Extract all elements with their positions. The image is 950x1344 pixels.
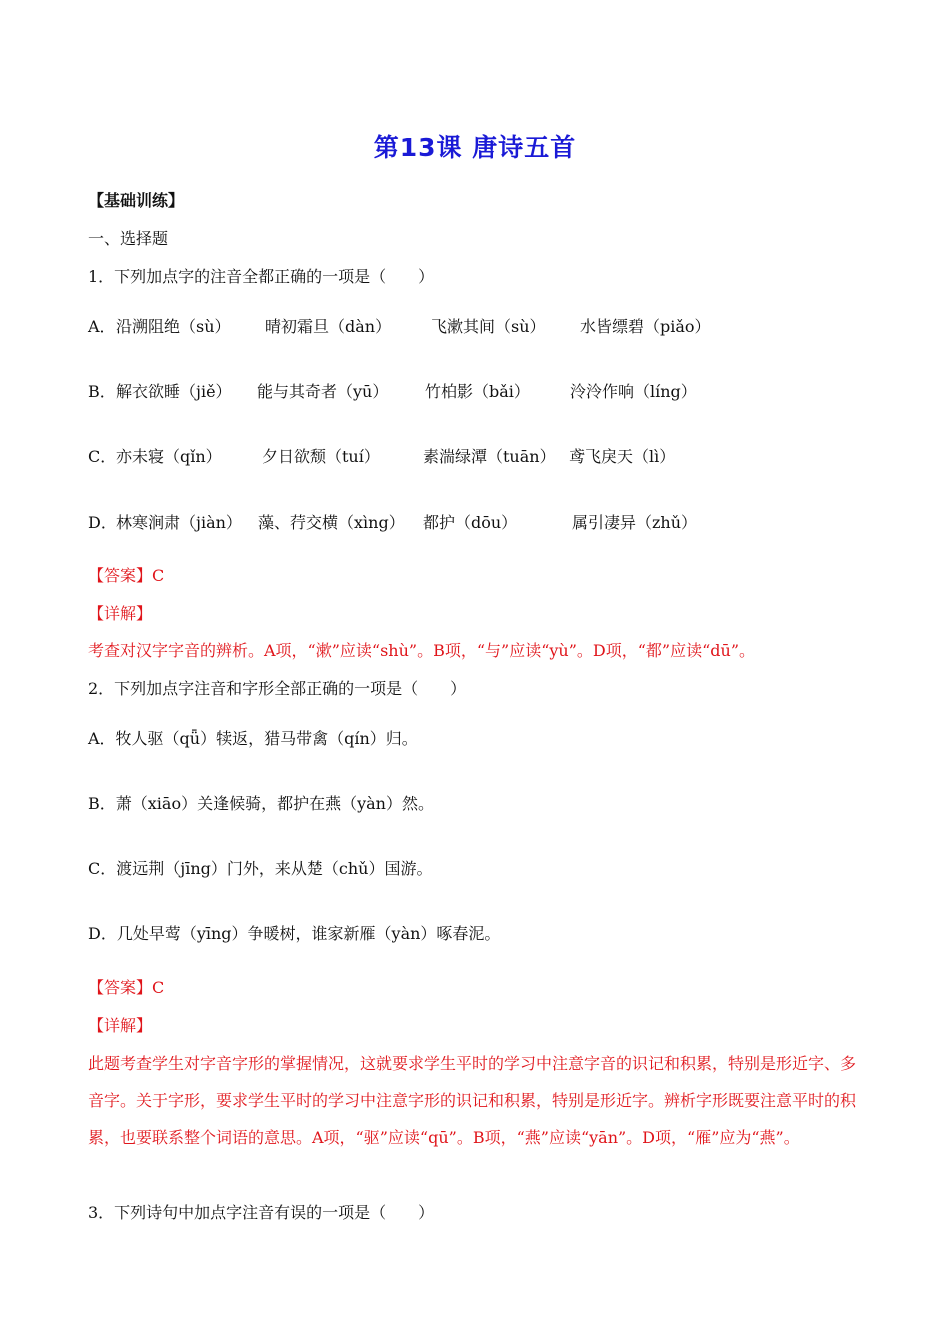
q1-detail-label: 【详解】 xyxy=(88,604,153,623)
q1-option-d-item: 属引凄异（zhǔ） xyxy=(572,513,698,532)
question-1-stem: 1．下列加点字的注音全都正确的一项是（ ） xyxy=(88,267,435,286)
q2-answer: 【答案】C xyxy=(88,978,165,997)
q1-option-c-item: 鸢飞戾天（lì） xyxy=(569,447,676,466)
q1-option-a-label: A． xyxy=(88,317,116,336)
q1-option-b-item: 解衣欲睡（jiě） xyxy=(116,382,232,401)
q1-option-c-item: 素湍绿潭（tuān） xyxy=(423,447,556,466)
q1-answer: 【答案】C xyxy=(88,566,165,585)
section-heading: 【基础训练】 xyxy=(88,191,185,210)
q1-option-a-item: 飞漱其间（sù） xyxy=(431,317,546,336)
q1-option-b-label: B． xyxy=(88,382,116,401)
question-2-stem: 2．下列加点字注音和字形全部正确的一项是（ ） xyxy=(88,679,467,698)
q1-option-d-label: D． xyxy=(88,513,117,532)
q1-option-b-item: 能与其奇者（yū） xyxy=(257,382,389,401)
q1-option-c-item: 夕日欲颓（tuí） xyxy=(262,447,380,466)
q2-option-c: C．渡远荆（jīng）门外，来从楚（chǔ）国游。 xyxy=(88,859,433,878)
q2-option-d: D．几处早莺（yīng）争暖树，谁家新雁（yàn）啄春泥。 xyxy=(88,924,501,943)
question-3-stem: 3．下列诗句中加点字注音有误的一项是（ ） xyxy=(88,1203,435,1222)
q1-option-d-item: 林寒涧肃（jiàn） xyxy=(116,513,242,532)
q1-option-a-item: 水皆缥碧（piǎo） xyxy=(580,317,711,336)
q1-option-a-item: 晴初霜旦（dàn） xyxy=(265,317,392,336)
q1-option-d-item: 藻、荇交横（xìng） xyxy=(258,513,405,532)
q1-option-c-item: 亦未寝（qǐn） xyxy=(116,447,222,466)
q2-detail-label: 【详解】 xyxy=(88,1016,153,1035)
q2-option-b: B．萧（xiāo）关逢候骑，都护在燕（yàn）然。 xyxy=(88,794,434,813)
q1-detail: 考查对汉字字音的辨析。A项，“漱”应读“shù”。B项，“与”应读“yù”。D项，“都”应读“dū”。 xyxy=(88,641,756,660)
q1-option-b-item: 竹柏影（bǎi） xyxy=(425,382,530,401)
q2-detail: 此题考查学生对字音字形的掌握情况，这就要求学生平时的学习中注意字音的识记和积累，特别是形近字、多音字。关于字形，要求学生平时的学习中注意字形的识记和积累，特别是形近字。辨析字形既要注意平时的积累，也要联系整个词语的意思。A项，“驱”应读“qū”。B项，“燕”应读“yān”。D项，“雁”应为“燕”。 xyxy=(88,1054,857,1147)
page-title: 第13课 唐诗五首 xyxy=(373,133,577,162)
q1-option-b-item: 泠泠作响（líng） xyxy=(570,382,697,401)
q1-option-a-item: 沿溯阻绝（sù） xyxy=(116,317,231,336)
q1-option-c-label: C． xyxy=(88,447,117,466)
q1-option-d-item: 都护（dōu） xyxy=(423,513,518,532)
part-heading: 一、选择题 xyxy=(88,229,169,248)
q2-option-a: A．牧人驱（qǖ）犊返，猎马带禽（qín）归。 xyxy=(88,729,418,748)
